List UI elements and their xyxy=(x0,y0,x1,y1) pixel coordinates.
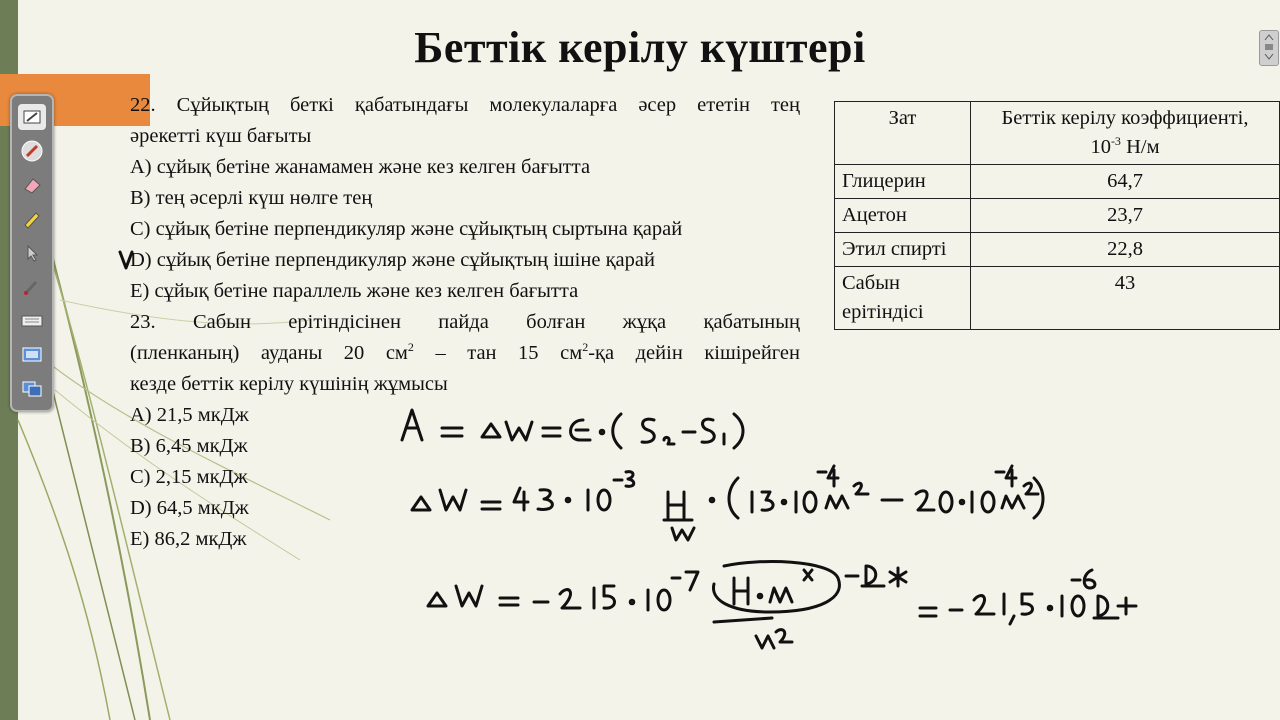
q23-line2-part-c: -қа дейін кішірейген xyxy=(588,342,800,364)
q23-line3: кезде беттік керілу күшінің жұмысы xyxy=(130,373,448,395)
table-row xyxy=(835,267,1280,330)
pen-select-icon[interactable] xyxy=(18,104,46,130)
q23-line1: 23. Сабын ерітіндісінен пайда болған жұқа қабатының xyxy=(130,311,800,333)
surface-tension-table xyxy=(834,101,1280,330)
table-cell-value: 23,7 xyxy=(971,199,1280,233)
q23-sup-b: 2 xyxy=(582,340,589,354)
question-block xyxy=(130,90,800,555)
pointer-icon[interactable] xyxy=(18,240,46,266)
q23-line2 xyxy=(130,338,800,369)
q23-option-a: A) 21,5 мкДж xyxy=(130,404,249,426)
q22-line1: 22. Сұйықтың беткі қабатындағы молекулаларға әсер ететін тең xyxy=(130,94,800,116)
table-cell-value: 22,8 xyxy=(971,233,1280,267)
slide-title: Беттік керілу күштері xyxy=(414,23,866,72)
brush-icon[interactable] xyxy=(18,274,46,300)
q23-option-c: C) 2,15 мкДж xyxy=(130,466,248,488)
table-cell-value: 64,7 xyxy=(971,165,1280,199)
slide-nav-icon xyxy=(1261,31,1277,63)
keyboard-icon[interactable] xyxy=(18,308,46,334)
coef-header-exp: -3 xyxy=(1110,134,1121,148)
screen-icon[interactable] xyxy=(18,376,46,402)
table-row xyxy=(835,233,1280,267)
coef-header-line1: Беттік керілу коэффициенті, xyxy=(1001,107,1249,129)
q22-line2: әрекетті күш бағыты xyxy=(130,125,312,147)
q22-option-e: E) сұйық бетіне параллель және кез келген бағытта xyxy=(130,280,579,302)
table-row xyxy=(835,199,1280,233)
table-cell-substance: Глицерин xyxy=(835,165,971,199)
highlighter-icon[interactable] xyxy=(18,206,46,232)
table-row xyxy=(835,165,1280,199)
table-cell-value: 43 xyxy=(971,267,1280,330)
slides-icon[interactable] xyxy=(18,342,46,368)
table-header-coefficient xyxy=(971,102,1280,165)
q22-option-b: B) тең әсерлі күш нөлге тең xyxy=(130,187,373,209)
coef-header-base: 10 xyxy=(1090,136,1111,158)
q23-option-b: B) 6,45 мкДж xyxy=(130,435,248,457)
table-header-row xyxy=(835,102,1280,165)
eraser-icon[interactable] xyxy=(18,172,46,198)
pen-icon[interactable] xyxy=(18,138,46,164)
table-header-substance: Зат xyxy=(835,102,971,165)
coef-header-unit: Н/м xyxy=(1120,136,1160,158)
table-cell-substance: Этил спирті xyxy=(835,233,971,267)
q23-line2-part-b: – тан 15 см xyxy=(413,342,583,364)
slide-nav-button[interactable] xyxy=(1259,30,1279,66)
q22-option-a: A) сұйық бетіне жанамамен және кез келген бағытта xyxy=(130,156,591,178)
table-cell-substance: Сабын ерітіндісі xyxy=(835,267,971,330)
q22-option-d: D) сұйық бетіне перпендикуляр және сұйықтың ішіне қарай xyxy=(130,249,655,271)
q23-option-d: D) 64,5 мкДж xyxy=(130,497,249,519)
q23-option-e: E) 86,2 мкДж xyxy=(130,528,247,550)
table-cell-substance: Ацетон xyxy=(835,199,971,233)
q22-option-c: C) сұйық бетіне перпендикуляр және сұйықтың сыртына қарай xyxy=(130,218,683,240)
annotation-toolbar xyxy=(10,94,54,412)
q23-sup-a: 2 xyxy=(407,340,414,354)
q23-line2-part-a: (пленканың) ауданы 20 см xyxy=(130,342,408,364)
